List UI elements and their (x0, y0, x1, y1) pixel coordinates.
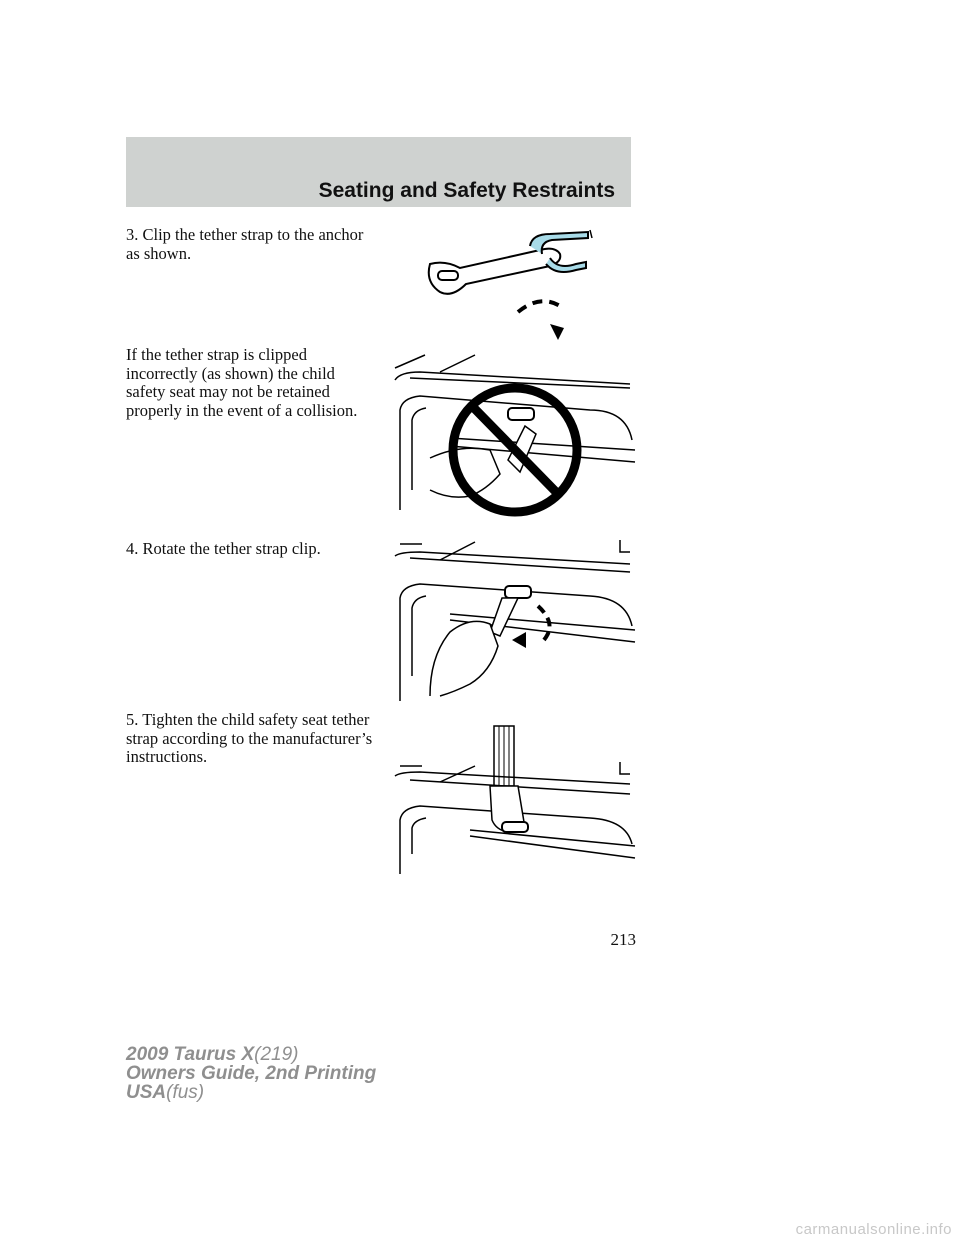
watermark: carmanualsonline.info (795, 1221, 952, 1238)
step-5-text: 5. Tighten the child safety seat tether strap according to the manufacturer’s instructions. (126, 710, 373, 767)
incorrect-clip-prohibited-icon (390, 350, 640, 520)
footer-line-1 (126, 1045, 376, 1064)
page-number: 213 (610, 930, 636, 949)
header-band (126, 137, 631, 207)
tether-clip-anchor-icon (400, 224, 600, 344)
footer-market-code: (fus) (166, 1082, 205, 1103)
footer-line-2 (126, 1064, 376, 1083)
step-3-text: 3. Clip the tether strap to the anchor as shown. (126, 225, 364, 263)
warning-text: If the tether strap is clipped incorrectly (as shown) the child safety seat may not be retained properly in the event of a collision. (126, 345, 358, 420)
footer-model: 2009 Taurus X (126, 1044, 255, 1065)
footer-model-code: (219) (254, 1044, 299, 1065)
footer-guide: Owners Guide, 2nd Printing (126, 1063, 377, 1084)
section-title: Seating and Safety Restraints (318, 179, 615, 202)
footer-line-3 (126, 1083, 376, 1102)
tighten-strap-icon (390, 724, 640, 884)
footer-market: USA (126, 1082, 167, 1103)
step-4-text: 4. Rotate the tether strap clip. (126, 539, 321, 558)
print-footer (126, 1045, 376, 1102)
rotate-clip-icon (390, 536, 640, 706)
